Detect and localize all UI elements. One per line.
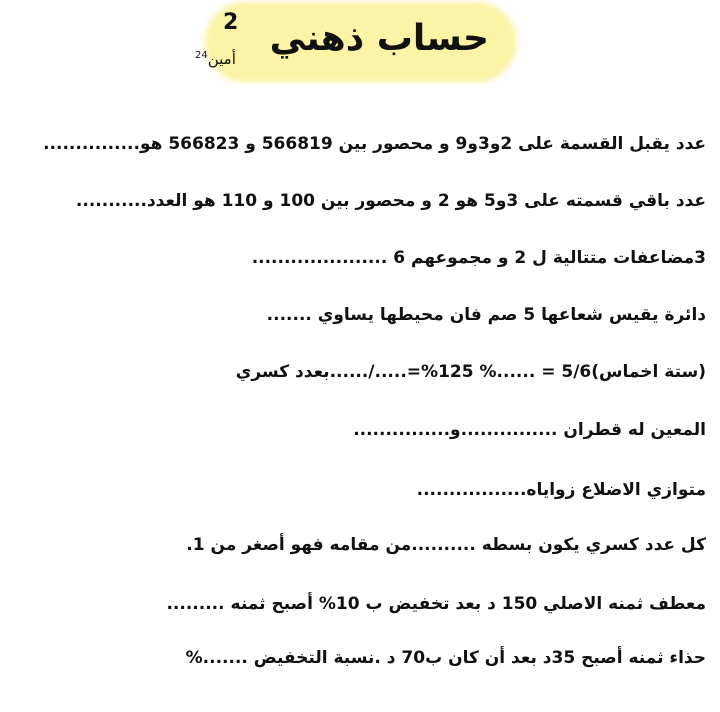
page-title: حساب ذهني [269, 18, 489, 59]
question-5: (ستة اخماس)5/6 = ......% 125%=...../......بعدد كسري [235, 362, 706, 382]
author-label [195, 50, 236, 68]
question-4: دائرة يقيس شعاعها 5 صم فان محيطها يساوي ....... [266, 305, 706, 325]
header [195, 6, 515, 82]
question-2: عدد باقي قسمته على 3و5 هو 2 و محصور بين 100 و 110 هو العدد........... [75, 191, 706, 211]
question-3: 3مضاعفات متتالية ل 2 و مجموعهم 6 ..................... [251, 248, 706, 268]
question-6: المعين له قطران ...............و............... [353, 420, 706, 440]
question-9: معطف ثمنه الاصلي 150 د بعد تخفيض ب 10% أصبح ثمنه ......... [166, 594, 706, 614]
author-number: 24 [195, 50, 208, 61]
question-7: متوازي الاضلاع زواياه................. [416, 480, 706, 500]
title-number: 2 [223, 10, 239, 35]
question-1: عدد يقبل القسمة على 2و3و9 و محصور بين 566819 و 566823 هو............... [43, 134, 706, 154]
question-10: حذاء ثمنه أصبح 35د بعد أن كان ب70 د .نسبة التخفيض .......% [185, 648, 706, 668]
author-name: أمين [207, 50, 236, 68]
question-8: كل عدد كسري يكون بسطه ..........من مقامه فهو أصغر من 1. [186, 535, 706, 555]
